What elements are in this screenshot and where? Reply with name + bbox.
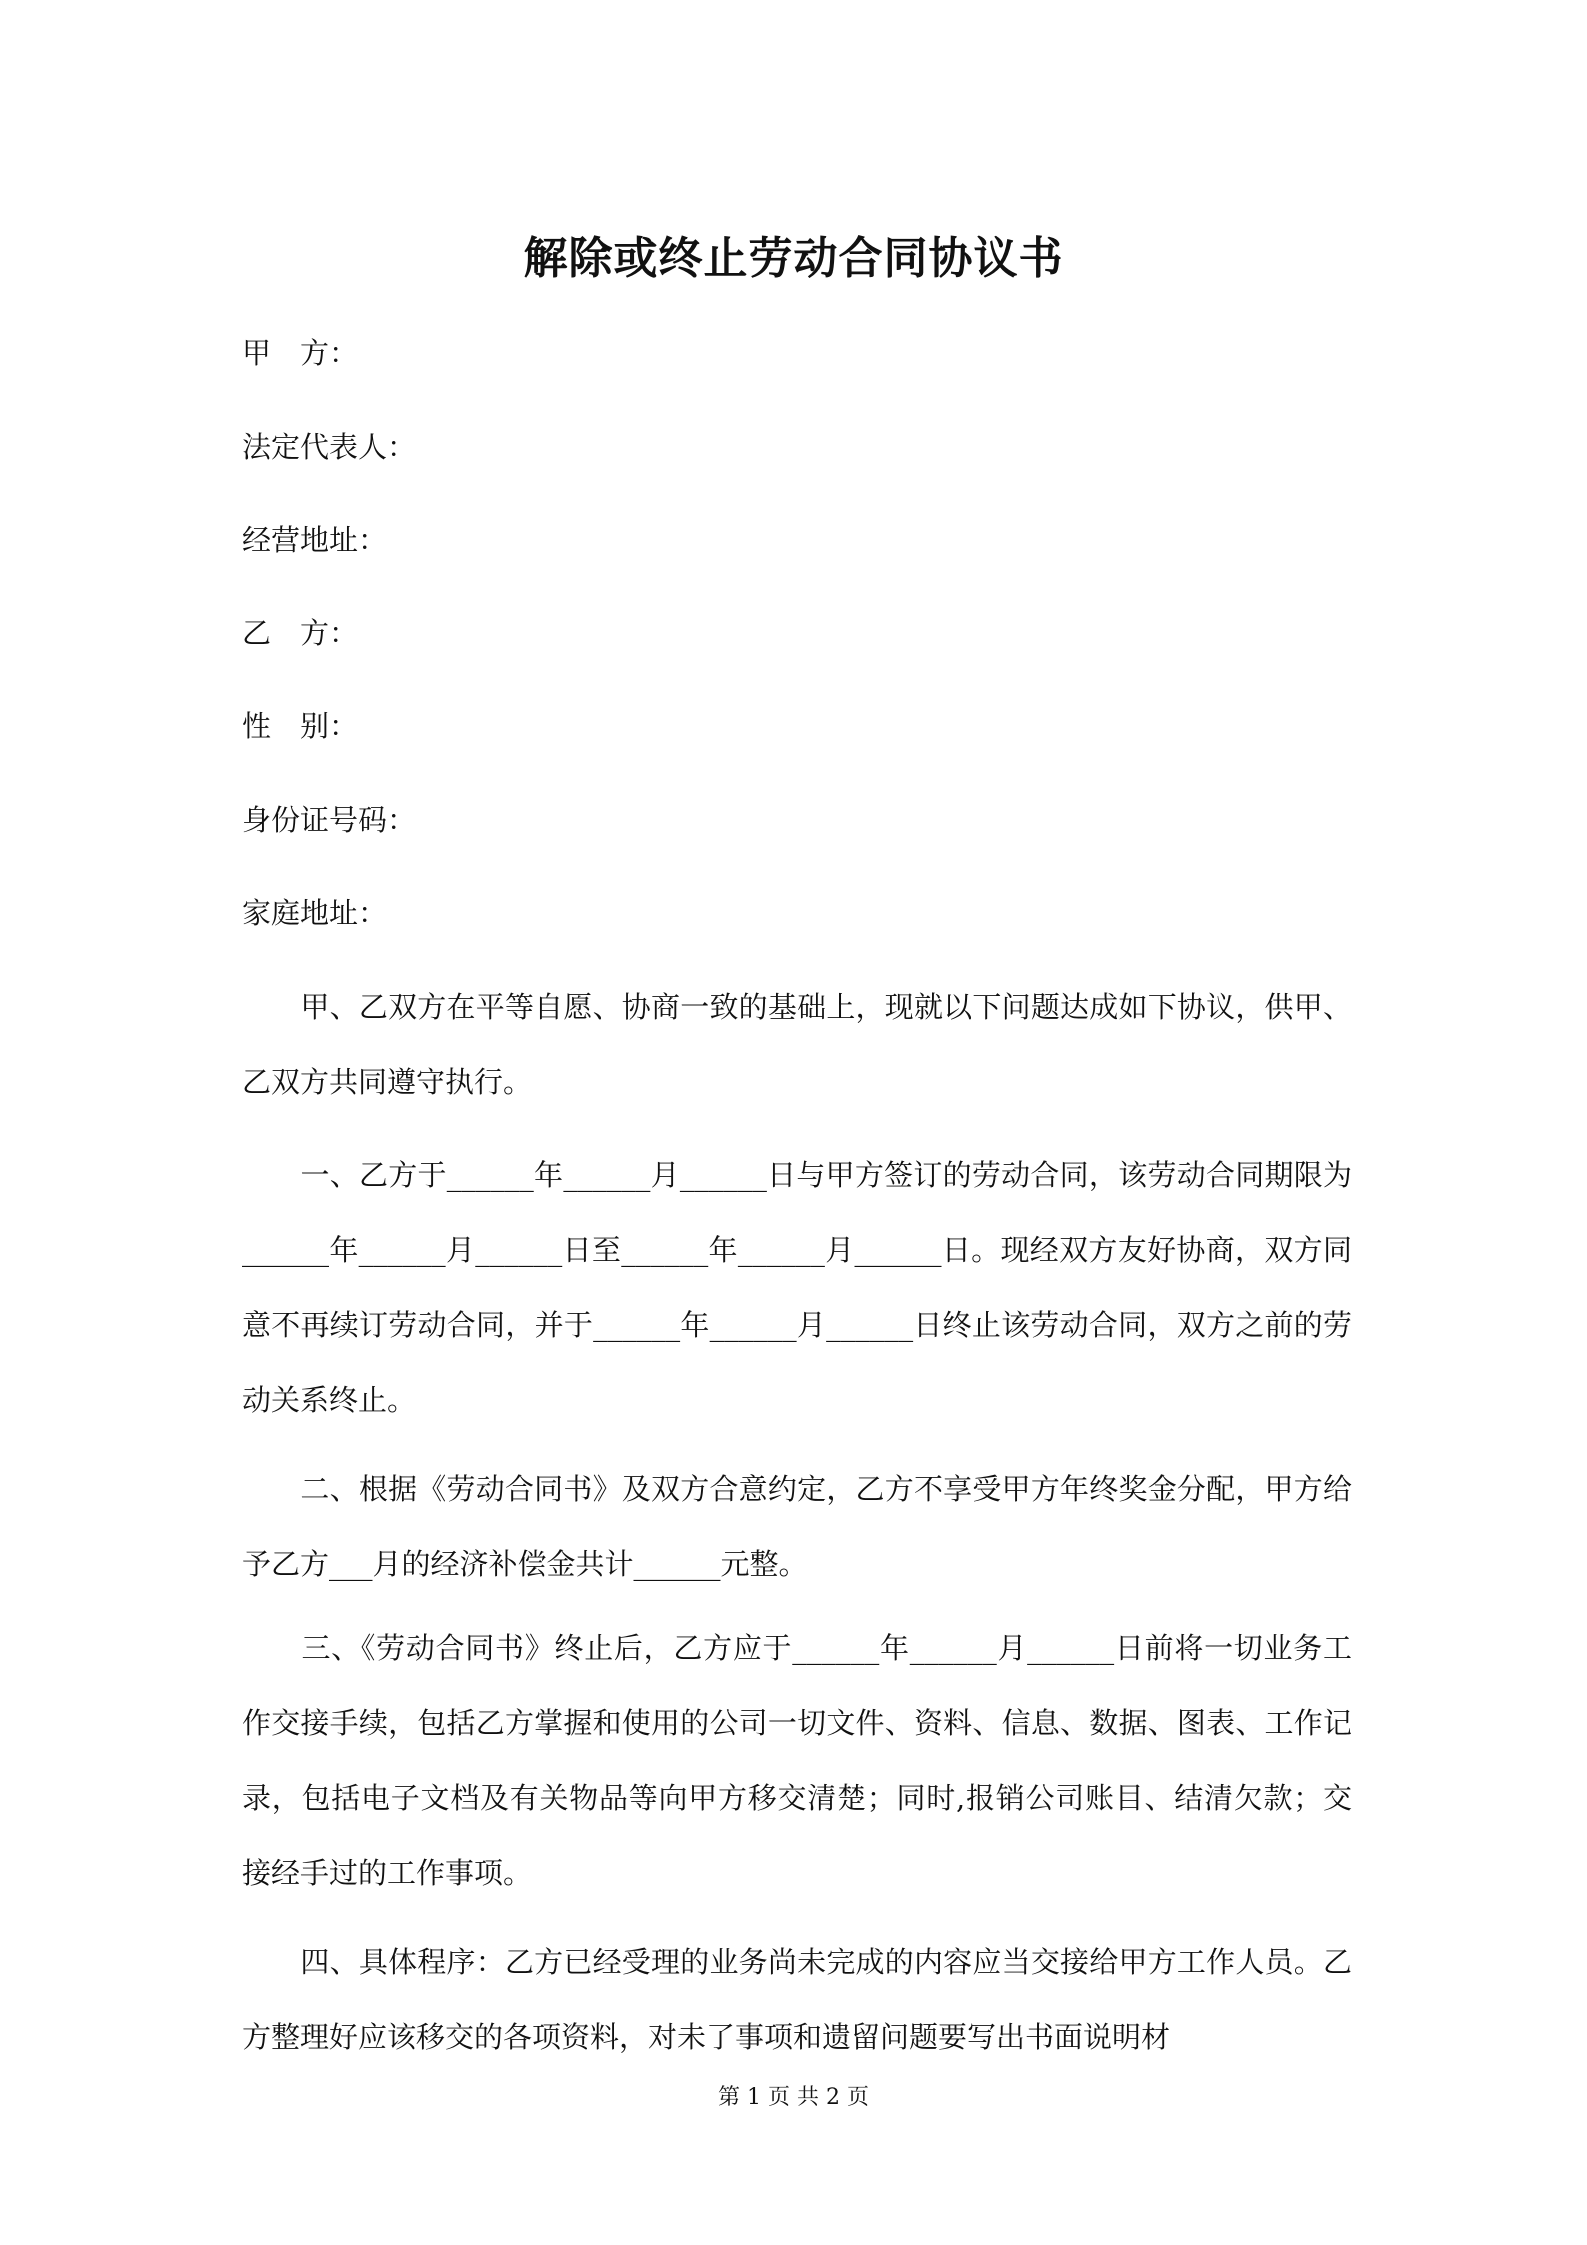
field-home-address: 家庭地址： (242, 896, 388, 930)
paragraph-preamble: 甲、乙双方在平等自愿、协商一致的基础上，现就以下问题达成如下协议，供甲、乙双方共同遵守执行。 (242, 990, 1352, 1099)
paragraph-clause-4: 四、具体程序：乙方已经受理的业务尚未完成的内容应当交接给甲方工作人员。乙方整理好应该移交的各项资料，对未了事项和遗留问题要写出书面说明材 (242, 1945, 1352, 2054)
paragraph-clause-2: 二、根据《劳动合同书》及双方合意约定，乙方不享受甲方年终奖金分配，甲方给予乙方___月的经济补偿金共计______元整。 (242, 1472, 1352, 1581)
paragraph-clause-3: 三、《劳动合同书》终止后，乙方应于______年______月______日前将一切业务工作交接手续，包括乙方掌握和使用的公司一切文件、资料、信息、数据、图表、工作记录，包括电子文档及有关物品等向甲方移交清楚；同时,报销公司账目、结清欠款；交接经手过的工作事项。 (242, 1631, 1352, 1890)
document-title: 解除或终止劳动合同协议书 (523, 233, 1064, 284)
field-legal-representative: 法定代表人： (242, 430, 417, 464)
paragraph-clause-1: 一、乙方于______年______月______日与甲方签订的劳动合同，该劳动合同期限为______年______月______日至______年______月______日。现经双方友好协商，双方同意不再续订劳动合同，并于______年______月______日终止该劳动合同，双方之前的劳动关系终止。 (242, 1158, 1352, 1417)
field-party-b: 乙 方： (242, 616, 359, 650)
field-gender: 性 别： (242, 709, 359, 743)
field-party-a: 甲 方： (242, 336, 359, 370)
field-id-number: 身份证号码： (242, 803, 417, 837)
field-business-address: 经营地址： (242, 523, 388, 557)
page-footer: 第 1 页 共 2 页 (718, 2085, 869, 2110)
